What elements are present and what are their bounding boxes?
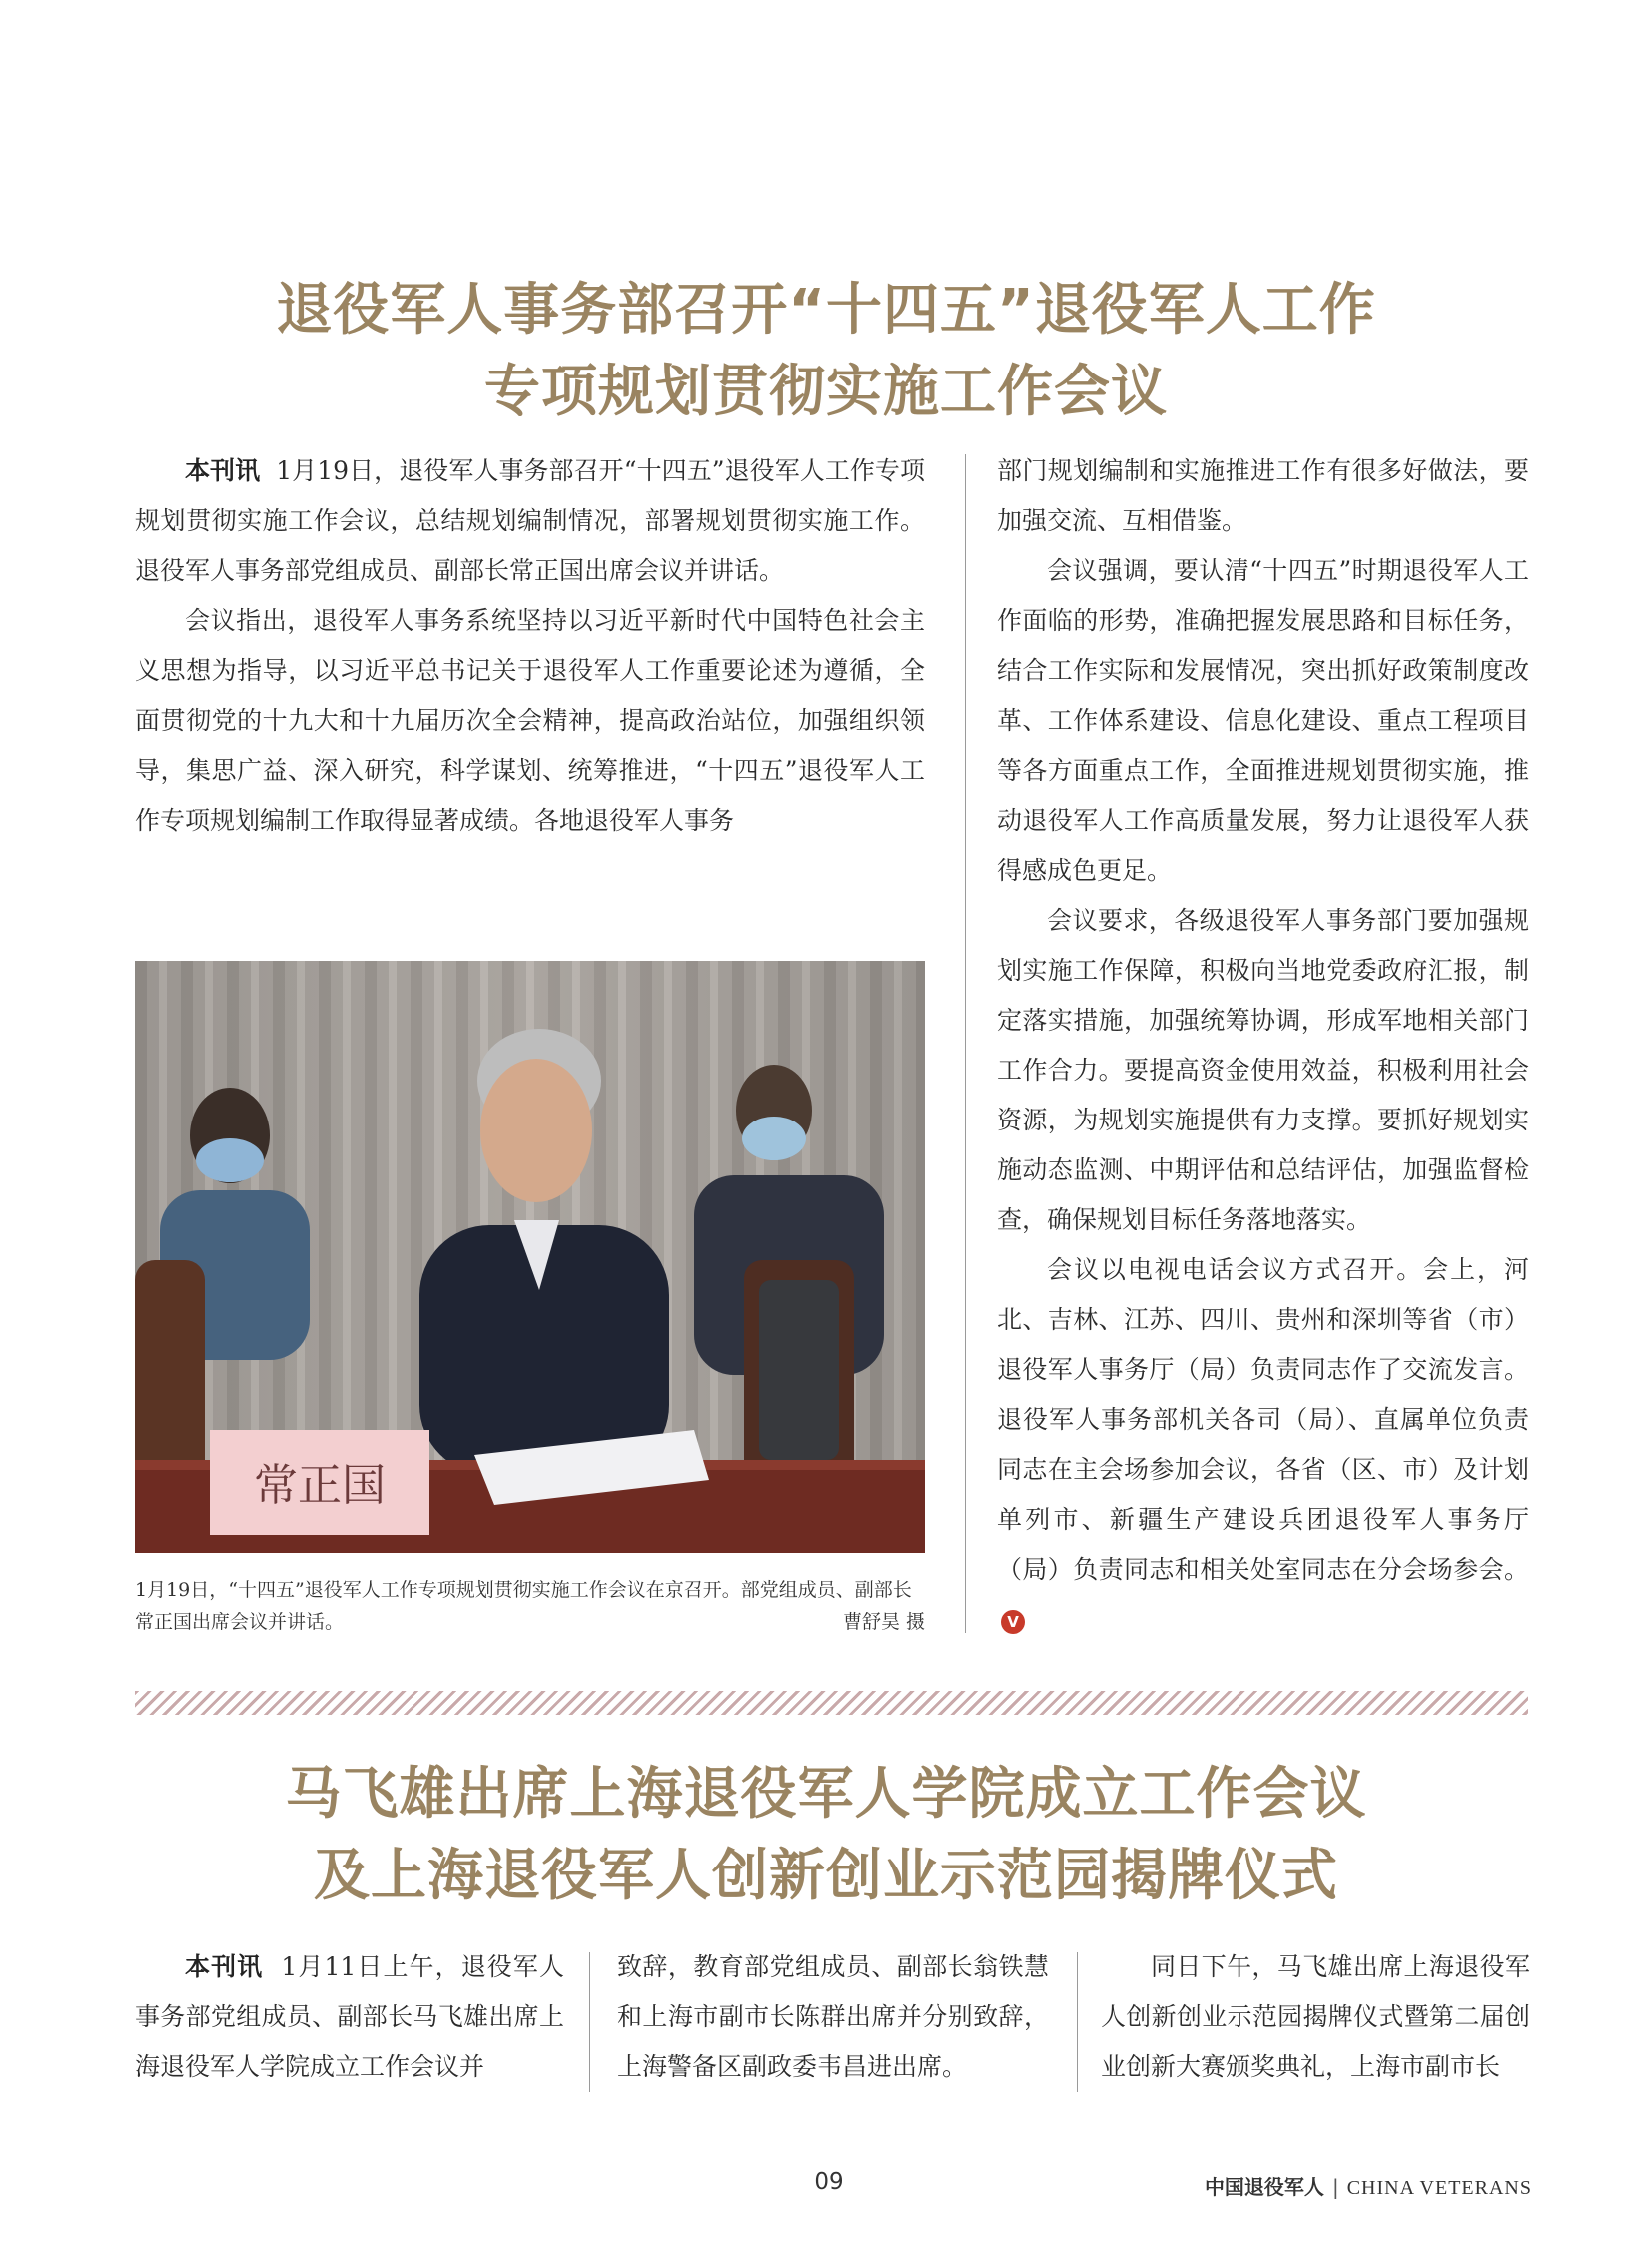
end-mark-icon: V [1001,1610,1025,1634]
article2-paragraph-1-cont: 致辞，教育部党组成员、副部长翁铁慧和上海市副市长陈群出席并分别致辞，上海警备区副政委韦昌进出席。 [617,1952,1049,2081]
column-divider [965,454,966,1633]
article1-paragraph-2-cont: 部门规划编制和实施推进工作有很多好做法，要加强交流、互相借鉴。 [997,456,1529,535]
article1-lead: 本刊讯 [185,456,261,485]
page-number: 09 [814,2169,844,2195]
caption-text: 1月19日，“十四五”退役军人工作专项规划贯彻实施工作会议在京召开。部党组成员、副部长常正国出席会议并讲话。 [135,1579,912,1633]
magazine-name-en: CHINA VETERANS [1346,2177,1532,2199]
article1-left-column [135,446,925,846]
article2-column-3 [1101,1942,1530,2092]
photo-credit: 曹舒昊 摄 [842,1611,925,1633]
article2-paragraph-2: 同日下午，马飞雄出席上海退役军人创新创业示范园揭牌仪式暨第二届创业创新大赛颁奖典礼，上海市副市长 [1101,1952,1530,2081]
photo-caption [135,1574,925,1638]
article2-paragraph-1 [135,1942,564,2092]
article1-right-column [997,446,1529,1645]
article1-p1-text: 1月19日，退役军人事务部召开“十四五”退役军人工作专项规划贯彻实施工作会议，总结规划编制情况，部署规划贯彻实施工作。退役军人事务部党组成员、副部长常正国出席会议并讲话。 [135,456,925,585]
article2-title-line2: 及上海退役军人创新创业示范园揭牌仪式 [314,1844,1338,1908]
column-divider-3 [1077,1952,1078,2092]
article1-paragraph-5 [997,1245,1529,1645]
article1-title-line2: 专项规划贯彻实施工作会议 [484,360,1168,424]
article1-title-line1: 退役军人事务部召开“十四五”退役军人工作 [276,278,1376,343]
magazine-brand [1205,2171,1532,2200]
article1-paragraph-3: 会议强调，要认清“十四五”时期退役军人工作面临的形势，准确把握发展思路和目标任务，结合工作实际和发展情况，突出抓好政策制度改革、工作体系建设、信息化建设、重点工程项目等各方面重点工作，全面推进规划贯彻实施，推动退役军人工作高质量发展，努力让退役军人获得感成色更足。 [997,556,1529,885]
article1-paragraph-2: 会议指出，退役军人事务系统坚持以习近平新时代中国特色社会主义思想为指导，以习近平总书记关于退役军人工作重要论述为遵循，全面贯彻党的十九大和十九届历次全会精神，提高政治站位，加强组织领导，集思广益、深入研究，科学谋划、统筹推进，“十四五”退役军人工作专项规划编制工作取得显著成绩。各地退役军人事务 [135,606,925,835]
article2-title-line1: 马飞雄出席上海退役军人学院成立工作会议 [285,1762,1367,1827]
article2-lead: 本刊讯 [185,1952,264,1981]
article1-paragraph-1 [135,446,925,596]
article1-paragraph-4: 会议要求，各级退役军人事务部门要加强规划实施工作保障，积极向当地党委政府汇报，制定落实措施，加强统筹协调，形成军地相关部门工作合力。要提高资金使用效益，积极利用社会资源，为规划实施提供有力支撑。要抓好规划实施动态监测、中期评估和总结评估，加强监督检查，确保规划目标任务落地落实。 [997,906,1529,1234]
article2-column-2 [617,1942,1049,2092]
article1-p5-text: 会议以电视电话会议方式召开。会上，河北、吉林、江苏、四川、贵州和深圳等省（市）退役军人事务厅（局）负责同志作了交流发言。退役军人事务部机关各司（局）、直属单位负责同志在主会场参加会议，各省（区、市）及计划单列市、新疆生产建设兵团退役军人事务厅（局）负责同志和相关处室同志在分会场参会。 [997,1255,1529,1584]
article2-col1-text: 1月11日上午，退役军人事务部党组成员、副部长马飞雄出席上海退役军人学院成立工作会议并 [135,1952,564,2081]
article2-column-1 [135,1942,564,2092]
column-divider-2 [589,1952,590,2092]
section-divider [135,1691,1528,1715]
brand-separator: | [1331,2175,1339,2199]
nameplate-text: 常正国 [254,1460,386,1511]
meeting-photo [135,961,925,1553]
magazine-name-cn: 中国退役军人 [1204,2175,1324,2199]
